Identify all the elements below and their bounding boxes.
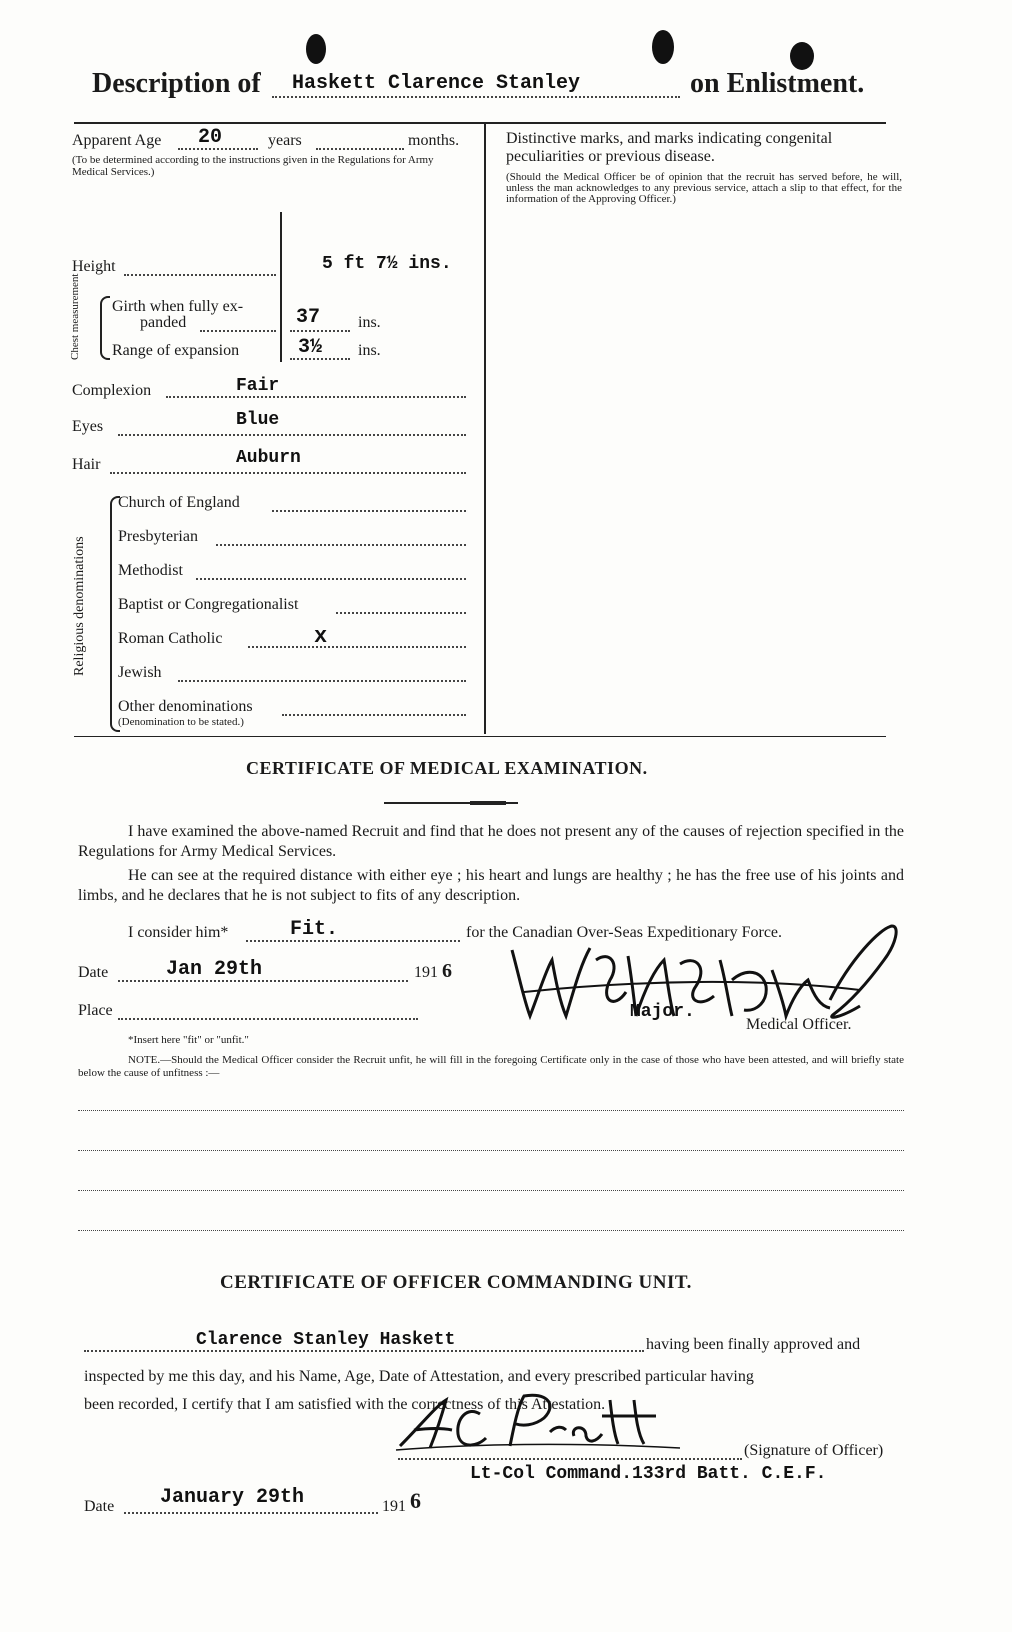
- religion-presbyterian: Presbyterian: [118, 528, 198, 545]
- medical-year-digit: 6: [442, 960, 452, 982]
- ink-blot: [652, 30, 674, 64]
- girth-label-1: Girth when fully ex-: [112, 298, 244, 315]
- medical-paragraph-1: I have examined the above-named Recruit and find that he does not present any of the causes of rejection specified in the Regulations for Army Medical Services.: [78, 823, 904, 860]
- age-value: 20: [198, 126, 223, 149]
- top-rule: [74, 122, 886, 124]
- dotted-line: [246, 940, 460, 942]
- years-label: years: [268, 132, 302, 149]
- ink-blot: [306, 34, 326, 64]
- religion-methodist: Methodist: [118, 562, 183, 579]
- religions-label: Religious denominations: [72, 536, 87, 676]
- dotted-line: [118, 1018, 418, 1020]
- dotted-line: [290, 358, 350, 360]
- column-divider: [484, 122, 486, 734]
- commanding-date-value: January 29th: [160, 1486, 305, 1509]
- dotted-line: [398, 1458, 742, 1460]
- height-value: 5 ft 7½ ins.: [322, 254, 452, 274]
- religion-other: Other denominations: [118, 698, 253, 715]
- girth-label-2: panded: [140, 314, 187, 331]
- title-rule: [470, 801, 506, 805]
- recruit-name: Haskett Clarence Stanley: [292, 72, 581, 95]
- dotted-line: [118, 980, 408, 982]
- officer-rank: Major.: [630, 1002, 695, 1022]
- religion-church-of-england: Church of England: [118, 494, 240, 511]
- ink-blot: [790, 42, 814, 70]
- commanding-date-label: Date: [84, 1498, 115, 1515]
- age-note: (To be determined according to the instructions given in the Regulations for Army Medical Services.): [72, 154, 434, 178]
- range-ins: ins.: [358, 342, 381, 359]
- force-label: for the Canadian Over-Seas Expeditionary Force.: [466, 924, 783, 941]
- range-value: 3½: [298, 336, 323, 359]
- religion-baptist: Baptist or Congregationalist: [118, 596, 299, 613]
- dotted-line: [84, 1350, 644, 1352]
- age-label: Apparent Age: [72, 132, 162, 149]
- dotted-line: [282, 714, 466, 716]
- medical-date-value: Jan 29th: [166, 958, 263, 981]
- eyes-label: Eyes: [72, 418, 104, 435]
- dotted-line: [196, 578, 466, 580]
- signature-label: (Signature of Officer): [744, 1442, 884, 1459]
- dotted-line: [216, 544, 466, 546]
- header-suffix: on Enlistment.: [690, 68, 865, 99]
- unfit-line: [78, 1190, 904, 1191]
- dotted-line: [124, 1512, 378, 1514]
- medical-paragraph-2: He can see at the required distance with either eye ; his heart and lungs are healthy ; he has the free use of his joints and limbs, and he declares that he is not subject to fits of any description.: [78, 867, 904, 904]
- distinctive-marks-note: (Should the Medical Officer be of opinion that the recruit has served before, he will, unless the man acknowledges to any previous service, attach a slip to that effect, for the information of the Approving Officer.): [506, 171, 902, 205]
- complexion-label: Complexion: [72, 382, 152, 399]
- medical-certificate-title: CERTIFICATE OF MEDICAL EXAMINATION.: [246, 758, 648, 778]
- complexion-value: Fair: [236, 376, 280, 396]
- commanding-officer-signature: [390, 1386, 690, 1456]
- medical-year-prefix: 191: [414, 964, 438, 981]
- unfit-note: NOTE.—Should the Medical Officer consider the Recruit unfit, he will fill in the foregoing Certificate only in the case of those who have been attested, and will briefly state below the cause of unfitness :—: [78, 1054, 904, 1079]
- insert-note: *Insert here "fit" or "unfit.": [128, 1034, 249, 1046]
- range-label: Range of expansion: [112, 342, 240, 359]
- commanding-certificate-title: CERTIFICATE OF OFFICER COMMANDING UNIT.: [220, 1272, 692, 1293]
- dotted-line: [178, 680, 466, 682]
- dotted-line: [110, 472, 466, 474]
- girth-ins: ins.: [358, 314, 381, 331]
- commanding-recruit-name: Clarence Stanley Haskett: [196, 1330, 456, 1350]
- chest-brace: [100, 296, 110, 360]
- unfit-line: [78, 1110, 904, 1111]
- dotted-line: [124, 274, 276, 276]
- dotted-line: [272, 510, 466, 512]
- height-label: Height: [72, 258, 116, 275]
- dotted-line: [200, 330, 276, 332]
- approval-line-2: inspected by me this day, and his Name, Age, Date of Attestation, and every prescribed particular having: [84, 1368, 754, 1385]
- eyes-value: Blue: [236, 410, 280, 430]
- fitness-value: Fit.: [290, 918, 339, 941]
- roman-catholic-mark: x: [314, 624, 328, 649]
- dotted-line: [272, 96, 680, 98]
- months-label: months.: [408, 132, 460, 149]
- medical-date-label: Date: [78, 964, 109, 981]
- dotted-line: [248, 646, 466, 648]
- medical-officer-signature: [500, 920, 930, 1030]
- measure-divider: [280, 212, 282, 362]
- consider-label: I consider him*: [128, 924, 229, 941]
- unfit-line: [78, 1230, 904, 1231]
- unfit-line: [78, 1150, 904, 1151]
- bottom-rule: [74, 736, 886, 737]
- religion-roman-catholic: Roman Catholic: [118, 630, 223, 647]
- dotted-line: [290, 330, 350, 332]
- approval-line-3: been recorded, I certify that I am satisfied with the correctness of this Attestation.: [84, 1396, 606, 1413]
- medical-officer-label: Medical Officer.: [746, 1016, 852, 1033]
- other-denomination-note: (Denomination to be stated.): [118, 716, 244, 728]
- approval-line-1: having been finally approved and: [646, 1336, 861, 1353]
- girth-value: 37: [296, 306, 321, 329]
- place-label: Place: [78, 1002, 113, 1019]
- dotted-line: [336, 612, 466, 614]
- dotted-line: [118, 434, 466, 436]
- commanding-year-prefix: 191: [382, 1498, 406, 1515]
- commanding-year-digit: 6: [410, 1488, 421, 1513]
- header-prefix: Description of: [92, 68, 261, 99]
- chest-label: Chest measurement: [69, 273, 81, 360]
- religion-jewish: Jewish: [118, 664, 162, 681]
- dotted-line: [316, 148, 404, 150]
- distinctive-marks-title-2: peculiarities or previous disease.: [506, 148, 715, 165]
- hair-value: Auburn: [236, 448, 301, 468]
- dotted-line: [166, 396, 466, 398]
- hair-label: Hair: [72, 456, 101, 473]
- officer-unit: Lt-Col Command.133rd Batt. C.E.F.: [470, 1464, 827, 1484]
- distinctive-marks-title-1: Distinctive marks, and marks indicating congenital: [506, 130, 833, 147]
